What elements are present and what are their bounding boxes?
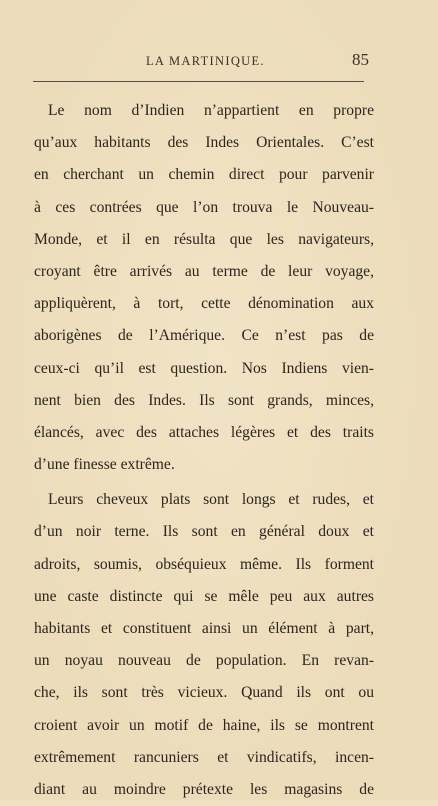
- text-line: d’un noir terne. Ils sont en général doux et: [34, 523, 374, 541]
- text-line: qu’aux habitants des Indes Orientales. C’est: [34, 134, 374, 152]
- paragraph-2: [34, 484, 374, 806]
- text-line: élancés, avec des attaches légères et des traits: [34, 423, 374, 441]
- text-line: extrêmement rancuniers et vindicatifs, incen-: [34, 748, 374, 766]
- text-line: croyant être arrivés au terme de leur voyage,: [34, 262, 374, 280]
- page-header: [0, 50, 438, 74]
- text-line: Monde, et il en résulta que les navigateurs,: [34, 230, 374, 248]
- text-line: croient avoir un motif de haine, ils se montrent: [34, 716, 374, 734]
- text-line: Leurs cheveux plats sont longs et rudes, et: [48, 491, 374, 509]
- text-line: diant au moindre prétexte les magasins de: [34, 780, 374, 798]
- page-number: 85: [352, 50, 369, 69]
- text-line: adroits, soumis, obséquieux même. Ils forment: [34, 555, 374, 573]
- text-line: ceux-ci qu’il est question. Nos Indiens vien-: [34, 359, 374, 377]
- text-line: che, ils sont très vicieux. Quand ils ont ou: [34, 684, 374, 702]
- text-line: à ces contrées que l’on trouva le Nouveau-: [34, 198, 374, 216]
- text-line: habitants et constituent ainsi un élément à part,: [34, 620, 374, 637]
- text-line: nent bien des Indes. Ils sont grands, minces,: [34, 391, 374, 409]
- text-line: aborigènes de l’Amérique. Ce n’est pas de: [34, 327, 374, 345]
- header-rule: [33, 81, 364, 82]
- paragraph-1: [34, 95, 374, 481]
- text-line: d’une finesse extrême.: [34, 456, 175, 474]
- text-line: en cherchant un chemin direct pour parvenir: [34, 166, 374, 184]
- text-line: un noyau nouveau de population. En revan-: [34, 652, 374, 670]
- running-head: LA MARTINIQUE.: [146, 54, 265, 68]
- text-line: appliquèrent, à tort, cette dénomination aux: [34, 295, 374, 313]
- text-line: Le nom d’Indien n’appartient en propre: [48, 102, 374, 119]
- body-text: [34, 95, 374, 806]
- text-line: une caste distincte qui se mêle peu aux autres: [34, 587, 374, 605]
